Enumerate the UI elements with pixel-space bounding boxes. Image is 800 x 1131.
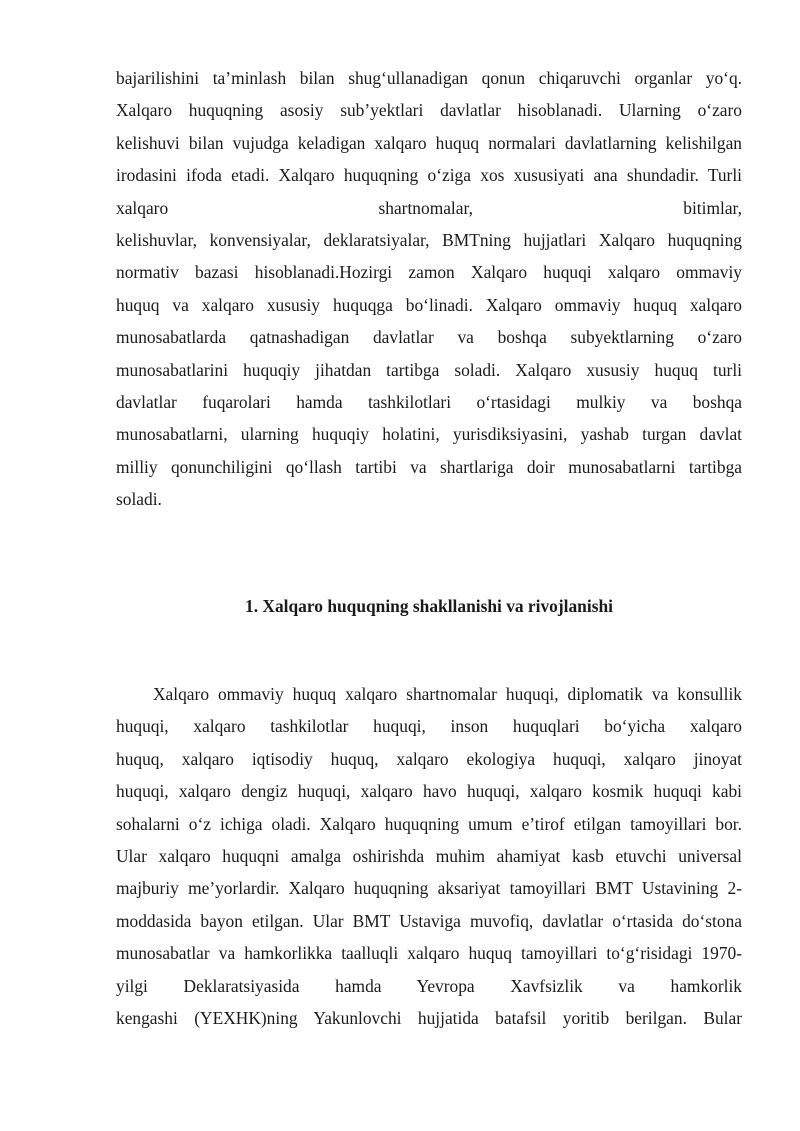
text-line: huquq, xalqaro iqtisodiy huquq, xalqaro ekologiya huquqi, xalqaro jinoyat: [116, 748, 742, 769]
text-line: Ular xalqaro huquqni amalga oshirishda muhim ahamiyat kasb etuvchi universal: [116, 845, 742, 866]
text-line: Xalqaro ommaviy huquq xalqaro shartnomalar huquqi, diplomatik va konsullik: [153, 684, 742, 704]
text-line: milliy qonunchiligini qo‘llash tartibi va shartlariga doir munosabatlarni tartibga: [116, 456, 742, 477]
text-line: xalqaro shartnomalar, bitimlar,: [116, 197, 742, 218]
section-heading: 1. Xalqaro huquqning shakllanishi va rivojlanishi: [245, 596, 613, 616]
text-line: normativ bazasi hisoblanadi.Hozirgi zamon Xalqaro huquqi xalqaro ommaviy: [116, 262, 742, 283]
text-line: munosabatlarni, ularning huquqiy holatini, yurisdiksiyasini, yashab turgan davlat: [116, 424, 742, 445]
text-line: yilgi Deklaratsiyasida hamda Yevropa Xavfsizlik va hamkorlik: [116, 975, 742, 996]
text-line: kelishuvlar, konvensiyalar, deklaratsiyalar, BMTning hujjatlari Xalqaro huquqning: [116, 229, 742, 250]
text-line: huquqi, xalqaro tashkilotlar huquqi, inson huquqlari bo‘yicha xalqaro: [116, 716, 742, 737]
text-line: huquqi, xalqaro dengiz huquqi, xalqaro havo huquqi, xalqaro kosmik huquqi kabi: [116, 781, 742, 802]
paragraph-1: [116, 62, 742, 515]
text-line: kengashi (YEXHK)ning Yakunlovchi hujjatida batafsil yoritib berilgan. Bular: [116, 1007, 742, 1028]
text-line: huquq va xalqaro xususiy huquqga bo‘linadi. Xalqaro ommaviy huquq xalqaro: [116, 294, 742, 315]
text-line: bajarilishini ta’minlash bilan shug‘ullanadigan qonun chiqaruvchi organlar yo‘q.: [116, 68, 742, 88]
paragraph-2: [116, 678, 742, 1034]
text-line: moddasida bayon etilgan. Ular BMT Ustaviga muvofiq, davlatlar o‘rtasida do‘stona: [116, 910, 742, 931]
text-line: munosabatlarda qatnashadigan davlatlar va boshqa subyektlarning o‘zaro: [116, 327, 742, 348]
text-line: soladi.: [116, 489, 162, 510]
text-line: sohalarni o‘z ichiga oladi. Xalqaro huquqning umum e’tirof etilgan tamoyillari bor.: [116, 813, 742, 834]
text-line: irodasini ifoda etadi. Xalqaro huquqning o‘ziga xos xususiyati ana shundadir. Turli: [116, 165, 742, 186]
text-line: munosabatlarini huquqiy jihatdan tartibga soladi. Xalqaro xususiy huquq turli: [116, 359, 742, 380]
text-line: davlatlar fuqarolari hamda tashkilotlari o‘rtasidagi mulkiy va boshqa: [116, 391, 742, 412]
text-line: kelishuvi bilan vujudga keladigan xalqaro huquq normalari davlatlarning kelishilgan: [116, 132, 742, 153]
text-line: Xalqaro huquqning asosiy sub’yektlari davlatlar hisoblanadi. Ularning o‘zaro: [116, 100, 742, 121]
text-line: munosabatlar va hamkorlikka taalluqli xalqaro huquq tamoyillari to‘g‘risidagi 1970-: [116, 943, 742, 964]
text-line: majburiy me’yorlardir. Xalqaro huquqning aksariyat tamoyillari BMT Ustavining 2-: [116, 878, 742, 899]
